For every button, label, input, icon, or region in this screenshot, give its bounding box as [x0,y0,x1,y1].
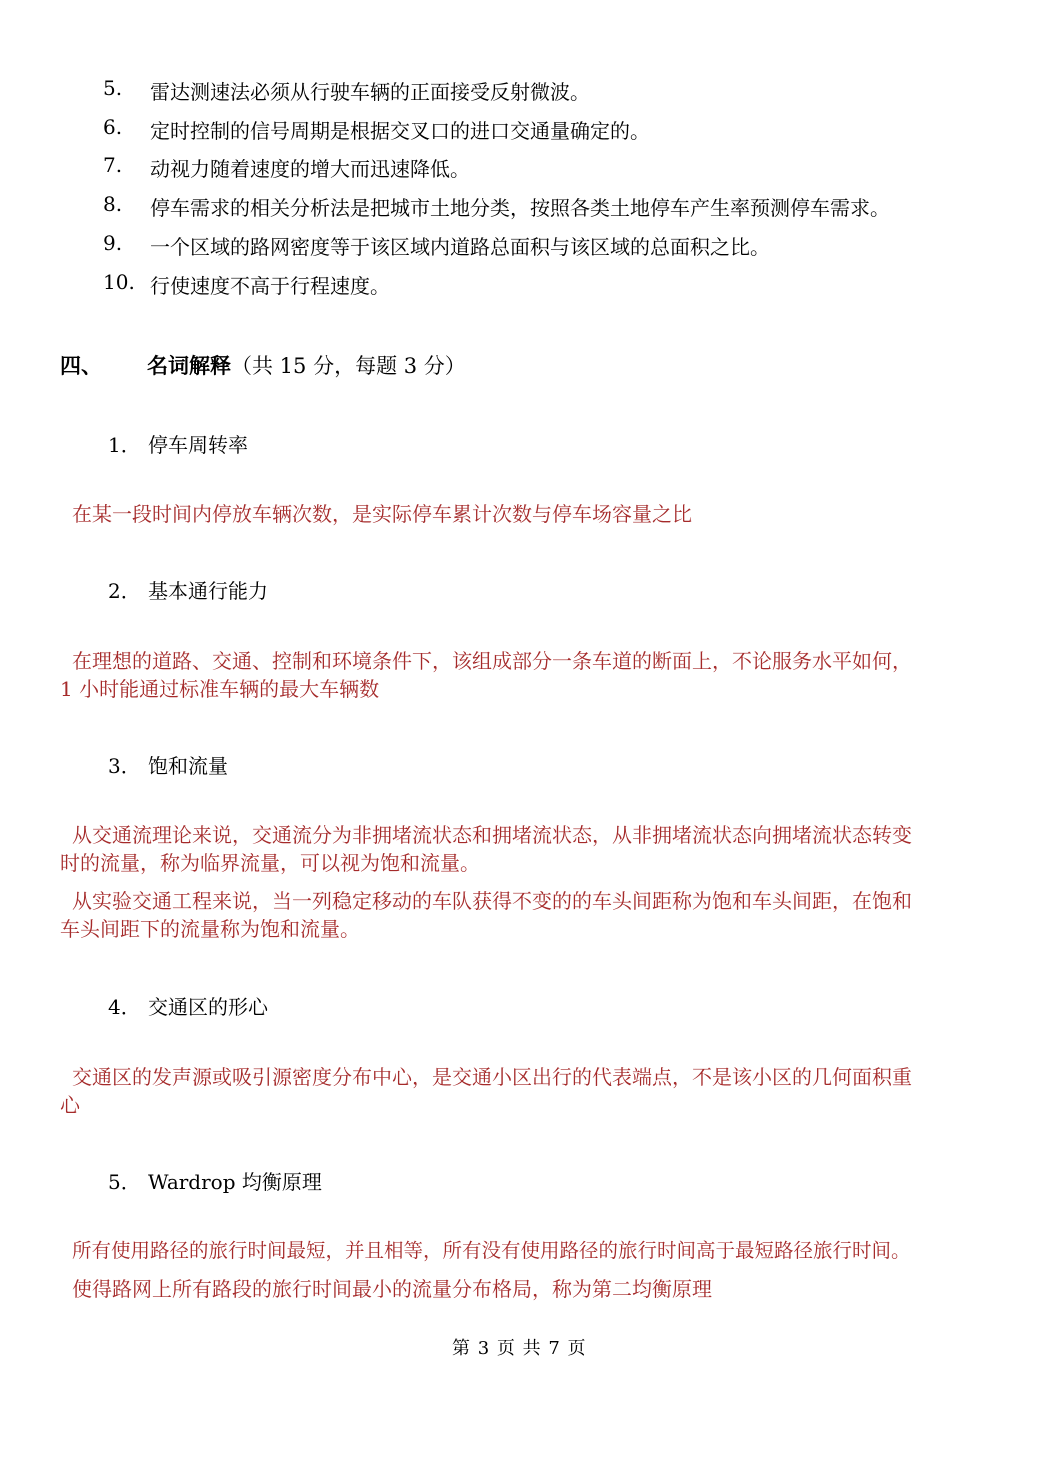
term-answer [60,818,912,946]
item-text: 停车需求的相关分析法是把城市土地分类，按照各类土地停车产生率预测停车需求。 [150,196,890,220]
item-number: 10. [103,270,135,294]
term-title: 基本通行能力 [148,579,268,603]
item-number: 9. [103,231,123,255]
term-answer [60,644,912,706]
term-number: 4． [108,995,141,1019]
term-title: 停车周转率 [148,433,248,457]
item-number: 6. [103,115,123,139]
term-number: 1． [108,433,141,457]
item-text: 一个区域的路网密度等于该区域内道路总面积与该区域的总面积之比。 [150,235,770,259]
answer-line: 所有使用路径的旅行时间最短，并且相等，所有没有使用路径的旅行时间高于最短路径旅行时间。 [72,1239,911,1262]
term-title: 交通区的形心 [148,995,268,1019]
answer-line: 1 小时能通过标准车辆的最大车辆数 [60,677,380,701]
term-answer [72,497,692,531]
term-title: Wardrop 均衡原理 [148,1170,322,1194]
page-footer: 第 3 页 共 7 页 [452,1338,587,1359]
answer-line: 从交通流理论来说，交通流分为非拥堵流状态和拥堵流状态，从非拥堵流状态向拥堵流状态转变 [72,823,912,847]
answer-line: 在某一段时间内停放车辆次数，是实际停车累计次数与停车场容量之比 [72,502,692,526]
answer-line: 使得路网上所有路段的旅行时间最小的流量分布格局，称为第二均衡原理 [72,1277,712,1301]
term-answer [72,1234,911,1306]
item-number: 8. [103,192,123,216]
answer-line: 交通区的发声源或吸引源密度分布中心，是交通小区出行的代表端点，不是该小区的几何面积重 [72,1065,912,1089]
item-text: 定时控制的信号周期是根据交叉口的进口交通量确定的。 [150,119,650,143]
answer-line: 从实验交通工程来说，当一列稳定移动的车队获得不变的的车头间距称为饱和车头间距，在饱和 [72,889,912,913]
term-number: 2． [108,579,141,603]
item-text: 动视力随着速度的增大而迅速降低。 [150,157,470,181]
section-title-text: 名词解释 [147,353,231,378]
answer-line: 在理想的道路、交通、控制和环境条件下，该组成部分一条车道的断面上，不论服务水平如何， [72,649,912,673]
term-title: 饱和流量 [148,754,228,778]
section-number: 四、 [60,353,102,378]
section-title [147,350,466,380]
term-number: 5． [108,1170,141,1194]
section-score-note: （共 15 分，每题 3 分） [231,354,466,378]
item-text: 雷达测速法必须从行驶车辆的正面接受反射微波。 [150,80,590,104]
term-number: 3． [108,754,141,778]
answer-line: 时的流量，称为临界流量，可以视为饱和流量。 [60,851,480,875]
answer-line: 车头间距下的流量称为饱和流量。 [60,917,360,941]
item-text: 行使速度不高于行程速度。 [150,274,390,298]
item-number: 5. [103,76,123,100]
answer-line: 心 [60,1093,80,1117]
term-answer [60,1060,912,1122]
item-number: 7. [103,153,123,177]
